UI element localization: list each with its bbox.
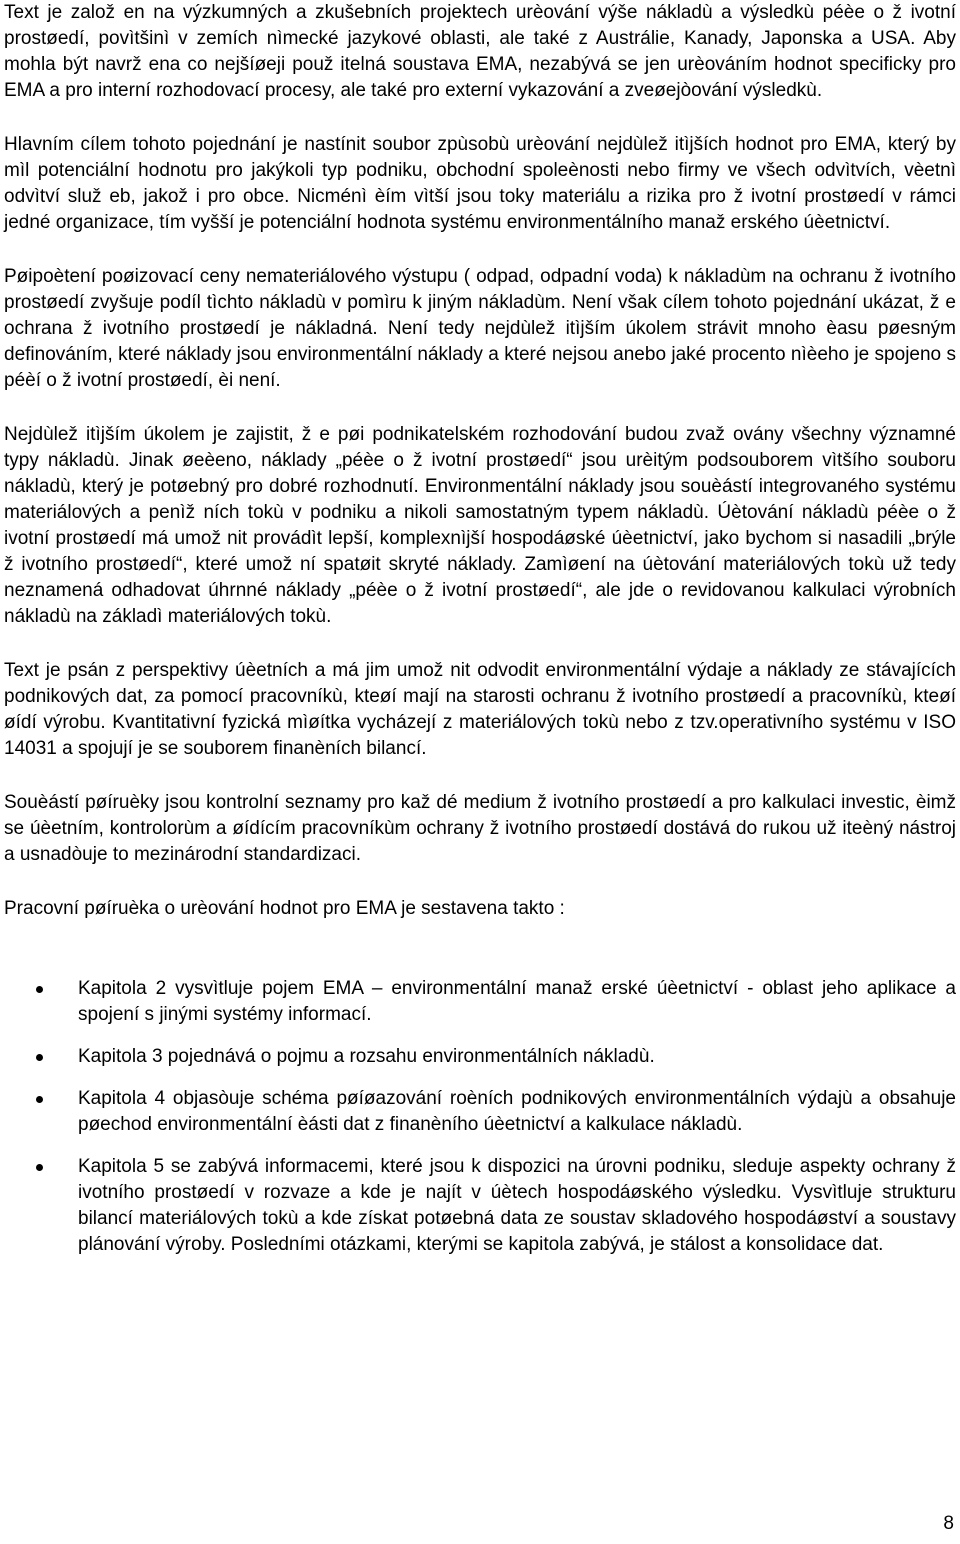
bullet-icon: [36, 1096, 43, 1103]
paragraph-perspective: Text je psán z perspektivy úèetních a má jim umož nit odvodit environmentální výdaje a náklady ze stávajících podnikových dat, za pomocí pracovníkù, kteøí mají na starosti ochranu ž ivotního prostøedí a pracovníkù, kteøí øídí výrobu. Kvantitativní fyzická mìøítka vycházejí z materiálových tokù nebo z tzv.operativního systému v ISO 14031 a spojují je se souborem finanèních bilancí.: [4, 660, 956, 759]
page-number: 8: [943, 1513, 954, 1534]
list-item-text: Kapitola 2 vysvìtluje pojem EMA – environmentální manaž erské úèetnictví - oblast jeho aplikace a spojení s jinými systémy informací.: [78, 978, 956, 1025]
list-item: [4, 1086, 956, 1138]
list-item-text: Kapitola 3 pojednává o pojmu a rozsahu environmentálních nákladù.: [78, 1046, 655, 1067]
paragraph-structure-intro: Pracovní pøíruèka o urèování hodnot pro EMA je sestavena takto :: [4, 898, 565, 919]
paragraph-checklists: Souèástí pøíruèky jsou kontrolní seznamy pro kaž dé medium ž ivotního prostøedí a pro kalkulaci investic, èimž se úèetním, kontrolorùm a øídícím pracovníkùm ochrany ž ivotního prostøedí dostává do rukou už iteèný nástroj a usnadòuje to mezinárodní standardizaci.: [4, 792, 956, 865]
list-item-text: Kapitola 4 objasòuje schéma pøíøazování roèních podnikových environmentálních výdajù a obsahuje pøechod environmentální èásti dat z finanèního úèetnictví a kalkulace nákladù.: [78, 1088, 956, 1135]
list-item-text: Kapitola 5 se zabývá informacemi, které jsou k dispozici na úrovni podniku, sleduje aspekty ochrany ž ivotního prostøedí v rozvaze a kde je najít v úètech hospodáøského výsledku. Vysvìtluje strukturu bilancí materiálových tokù a kde získat potøebná data ze soustav skladového hospodáøství a soustavy plánování výroby. Posledními otázkami, kterými se kapitola zabývá, je stálost a konsolidace dat.: [78, 1156, 956, 1255]
bullet-icon: [36, 1164, 43, 1171]
paragraph-intro: Text je založ en na výzkumných a zkušebních projektech urèování výše nákladù a výsledkù péèe o ž ivotní prostøedí, povìtšinì v zemích nìmecké jazykové oblasti, ale také z Austrálie, Kanady, Japonska a USA. Aby mohla být navrž ena co nejšíøeji použ itelná soustava EMA, nezabývá se jen urèováním hodnot specificky pro EMA a pro interní rozhodovací procesy, ale také pro externí vykazování a zveøejòování výsledkù.: [4, 2, 956, 101]
list-item: [4, 1154, 956, 1258]
list-item: [4, 976, 956, 1028]
bullet-icon: [36, 1054, 43, 1061]
document-body: [4, 0, 956, 1274]
list-item: [4, 1044, 956, 1070]
paragraph-costs: Pøipoètení poøizovací ceny nemateriálového výstupu ( odpad, odpadní voda) k nákladùm na ochranu ž ivotního prostøedí zvyšuje podíl tìchto nákladù v pomìru k jiným nákladùm. Není však cílem tohoto pojednání ukázat, ž e ochrana ž ivotního prostøedí je nákladná. Není tedy nejdùlež itìjším úkolem strávit mnoho èasu pøesným definováním, které náklady jsou environmentální náklady a které nejsou anebo jaké procento nìèeho je spojeno s péèí o ž ivotní prostøedí, èi není.: [4, 266, 956, 391]
chapter-list: [4, 976, 956, 1258]
paragraph-key-task: Nejdùlež itìjším úkolem je zajistit, ž e pøi podnikatelském rozhodování budou zvaž ovány všechny významné typy nákladù. Jinak øeèeno, náklady „péèe o ž ivotní prostøedí“ jsou urèitým podsouborem vìtšího souboru nákladù, který je potøebný pro dobré rozhodnutí. Environmentální náklady jsou souèástí integrovaného systému materiálových a penìž ních tokù v podniku a nikoli samostatným typem nákladù. Úètování nákladù péèe o ž ivotní prostøedí má umož nit provádìt lepší, komplexnìjší hospodáøské úèetnictví, jako bychom si nasadili „brýle ž ivotního prostøedí“, které umož ní spatøit skryté náklady. Zamìøení na úètování materiálových tokù už tedy neznamená odhadovat úhrnné náklady „péèe o ž ivotní prostøedí“, ale jde o revidovanou kalkulaci výrobních nákladù na základì materiálových tokù.: [4, 424, 956, 627]
bullet-icon: [36, 986, 43, 993]
paragraph-main-goal: Hlavním cílem tohoto pojednání je nastínit soubor zpùsobù urèování nejdùlež itìjších hodnot pro EMA, který by mìl potenciální hodnotu pro jakýkoli typ podniku, obchodní spoleènosti nebo firmy ve všech odvìtvích, vèetnì odvìtví služ eb, jakož i pro obce. Nicménì èím vìtší jsou toky materiálu a rizika pro ž ivotní prostøedí v rámci jedné organizace, tím vyšší je potenciální hodnota systému environmentálního manaž erského úèetnictví.: [4, 134, 956, 233]
